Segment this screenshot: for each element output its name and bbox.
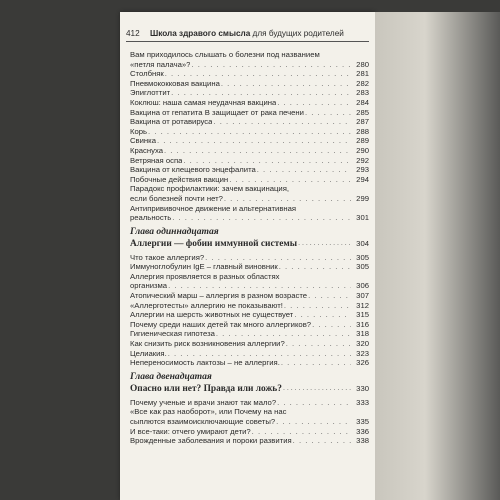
leader-dots [216, 329, 351, 339]
page-edge-shadow [375, 12, 500, 500]
toc-entry [130, 436, 369, 446]
leader-dots [168, 281, 351, 291]
toc-entry [130, 427, 369, 437]
toc-entry [130, 253, 369, 263]
leader-dots [172, 213, 351, 223]
page-number: 412 [126, 29, 140, 38]
toc-list [130, 427, 369, 446]
toc-entry-page: 336 [356, 426, 369, 436]
toc-entry-page: 318 [356, 329, 369, 339]
table-of-contents [130, 50, 369, 446]
leader-dots [168, 349, 351, 359]
toc-entry [130, 156, 369, 166]
toc-entry [130, 60, 369, 70]
leader-dots [284, 301, 351, 311]
toc-entry-line: Аллергия проявляется в разных областях [130, 271, 280, 281]
leader-dots [221, 79, 351, 89]
section-title: Опасно или нет? Правда или ложь? [130, 383, 282, 394]
leader-dots [183, 156, 351, 166]
toc-entry [130, 88, 369, 98]
toc-entry-title: организма [130, 281, 168, 291]
toc-entry-page: 284 [356, 97, 369, 107]
toc-entry-title: Пневмококковая вакцина [130, 78, 220, 88]
toc-entry-page: 294 [356, 174, 369, 184]
toc-list [130, 291, 369, 368]
toc-entry [130, 320, 369, 330]
toc-entry-title: «петля палача»? [130, 59, 191, 69]
toc-entry-page: 287 [356, 117, 369, 127]
toc-entry-title: Почему ученые и врачи знают так мало? [130, 397, 277, 407]
leader-dots [164, 146, 351, 156]
toc-entry-page: 293 [356, 165, 369, 175]
toc-entry-title: Коклюш: наша самая неудачная вакцина [130, 97, 277, 107]
toc-entry-title: Что такое аллергия? [130, 252, 205, 262]
toc-entry-page: 323 [356, 348, 369, 358]
toc-entry-page: 333 [356, 397, 369, 407]
leader-dots [148, 127, 351, 137]
toc-entry-title: Ветряная оспа [130, 155, 183, 165]
leader-dots [277, 98, 351, 108]
toc-entry [130, 108, 369, 118]
leader-dots [224, 194, 351, 204]
toc-entry-line: Вам приходилось слышать о болезни под названием [130, 50, 320, 59]
leader-dots [298, 238, 351, 250]
toc-entry-page: 282 [356, 78, 369, 88]
toc-entry-title: Вакцина от клещевого энцефалита [130, 165, 256, 175]
toc-entry-title: Вакцина от ротавируса [130, 117, 213, 127]
toc-entry-title: Врожденные заболевания и пороки развития [130, 436, 292, 446]
toc-entry [130, 281, 369, 291]
toc-entry-page: 307 [356, 291, 369, 301]
toc-entry-title: Непереносимость лактозы – не аллергия. [130, 358, 280, 368]
toc-entry [130, 310, 369, 320]
toc-entry-page: 281 [356, 69, 369, 79]
toc-entry-title: если болезней почти нет? [130, 193, 223, 203]
toc-entry [130, 329, 369, 339]
toc-entry [130, 194, 369, 204]
leader-dots [308, 291, 351, 301]
toc-entry-title: Как снизить риск возникновения аллергии? [130, 339, 285, 349]
toc-entry [130, 69, 369, 79]
leader-dots [294, 310, 351, 320]
leader-dots [286, 339, 351, 349]
toc-entry [130, 262, 369, 272]
toc-entry [130, 98, 369, 108]
leader-dots [277, 398, 351, 408]
leader-dots [191, 60, 351, 70]
toc-entry-title: Столбняк [130, 69, 164, 79]
toc-entry-title: Вакцина от гепатита В защищает от рака печени [130, 107, 304, 117]
toc-entry [130, 117, 369, 127]
section-heading [130, 238, 369, 250]
leader-dots [171, 88, 351, 98]
leader-dots [257, 165, 351, 175]
toc-entry [130, 175, 369, 185]
toc-entry-page: 292 [356, 155, 369, 165]
leader-dots [213, 117, 351, 127]
toc-entry-title: Атопический марш – аллергия в разном возрасте [130, 291, 308, 301]
toc-entry-title: Почему среди наших детей так много аллергиков? [130, 319, 312, 329]
toc-entry-page: 305 [356, 262, 369, 272]
section-page: 330 [356, 383, 369, 393]
header-title-rest: для будущих родителей [250, 29, 344, 38]
toc-list [130, 69, 369, 184]
toc-entry-title: реальность [130, 213, 172, 223]
toc-entry-page: 338 [356, 436, 369, 446]
toc-entry-page: 316 [356, 319, 369, 329]
toc-entry [130, 301, 369, 311]
toc-entry-page: 326 [356, 358, 369, 368]
toc-entry-line: Парадокс профилактики: зачем вакцинация, [130, 184, 290, 194]
toc-entry-title: Корь [130, 126, 148, 136]
toc-entry-title: «Аллерготесты» аллергию не показывают! [130, 300, 283, 310]
leader-dots [283, 383, 351, 395]
leader-dots [165, 69, 351, 79]
section-heading [130, 383, 369, 395]
leader-dots [293, 436, 351, 446]
toc-entry-title: Гигиеническая гипотеза [130, 329, 215, 339]
toc-entry [130, 146, 369, 156]
toc-entry-title: Свинка [130, 136, 156, 146]
book-page [120, 12, 375, 500]
toc-entry-page: 312 [356, 300, 369, 310]
toc-entry [130, 165, 369, 175]
leader-dots [229, 175, 351, 185]
toc-entry-page: 299 [356, 193, 369, 203]
leader-dots [157, 136, 351, 146]
toc-entry-page: 301 [356, 213, 369, 223]
toc-entry-page: 285 [356, 107, 369, 117]
toc-entry [130, 136, 369, 146]
toc-entry-page: 280 [356, 59, 369, 69]
toc-entry-page: 288 [356, 126, 369, 136]
section-title: Аллергии — фобии иммунной системы [130, 238, 298, 249]
toc-entry [130, 79, 369, 89]
running-header [126, 28, 369, 42]
leader-dots [276, 417, 351, 427]
toc-entry-page: 320 [356, 339, 369, 349]
toc-entry-title: И все-таки: отчего умирают дети? [130, 426, 251, 436]
toc-entry-page: 315 [356, 310, 369, 320]
leader-dots [205, 253, 351, 263]
toc-entry-title: Целиакия. [130, 348, 167, 358]
toc-entry-page: 306 [356, 281, 369, 291]
chapter-heading: Глава двенадцатая [130, 370, 212, 382]
toc-entry [130, 358, 369, 368]
toc-entry-title: Эпиглоттит [130, 88, 171, 98]
toc-entry-page: 335 [356, 417, 369, 426]
leader-dots [312, 320, 351, 330]
toc-entry-title: Иммуноглобулин IgE – главный виновник [130, 262, 278, 272]
toc-entry [130, 417, 369, 427]
toc-entry-page: 283 [356, 88, 369, 98]
toc-list [130, 253, 369, 272]
toc-entry-title: сыплются взаимоисключающие советы? [130, 417, 276, 426]
toc-entry [130, 291, 369, 301]
toc-entry-line: «Все как раз наоборот», или Почему на нас [130, 407, 287, 417]
leader-dots [252, 427, 351, 437]
toc-entry [130, 127, 369, 137]
header-title-bold: Школа здравого смысла [150, 29, 251, 38]
toc-entry [130, 349, 369, 359]
toc-entry [130, 213, 369, 223]
toc-entry [130, 339, 369, 349]
toc-entry-page: 305 [356, 252, 369, 262]
toc-entry-page: 289 [356, 136, 369, 146]
toc-entry-title: Побочные действия вакцин [130, 174, 229, 184]
leader-dots [281, 358, 351, 368]
toc-entry-title: Аллергии на шерсть животных не существует [130, 310, 294, 320]
toc-entry [130, 398, 369, 408]
toc-entry-title: Краснуха [130, 145, 163, 155]
leader-dots [305, 108, 351, 118]
section-page: 304 [356, 238, 369, 248]
chapter-heading: Глава одиннадцатая [130, 225, 219, 237]
toc-entry-page: 290 [356, 145, 369, 155]
leader-dots [279, 262, 351, 272]
toc-entry-line: Антипрививочное движение и альтернативная [130, 203, 297, 213]
